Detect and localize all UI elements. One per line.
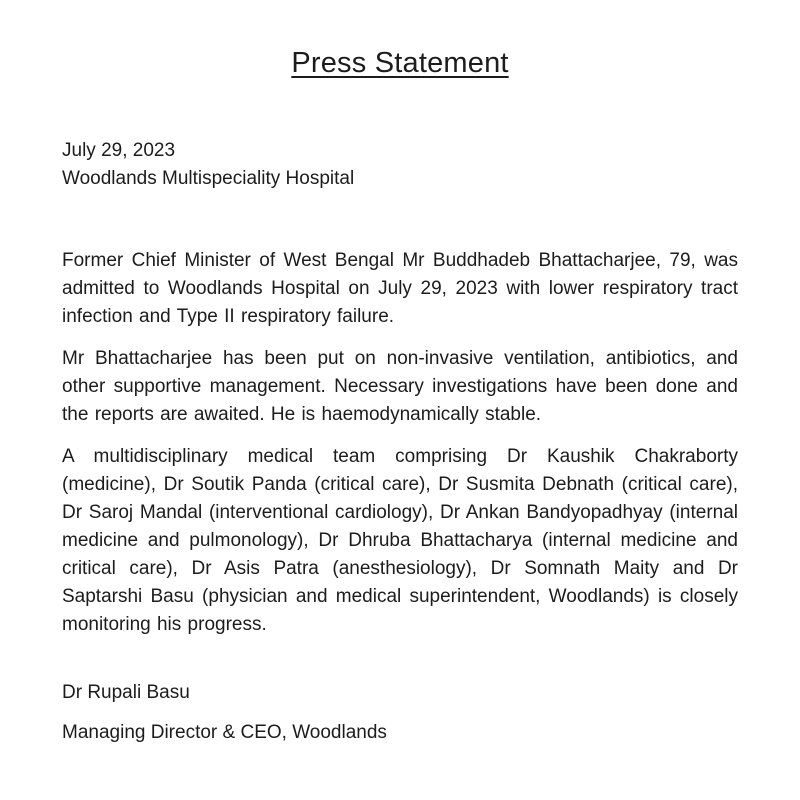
signatory-name: Dr Rupali Basu	[62, 682, 190, 703]
date-text: July 29, 2023	[62, 140, 176, 161]
paragraph-treatment: Mr Bhattacharjee has been put on non-invasive ventilation, antibiotics, and other supportive management. Necessary investigations have been done and the reports are awaited. He is haemodynamically stable.	[62, 348, 738, 425]
signature-block	[62, 679, 738, 747]
signatory-role: Managing Director & CEO, Woodlands	[62, 722, 387, 743]
paragraph-admission: Former Chief Minister of West Bengal Mr Buddhadeb Bhattacharjee, 79, was admitted to Woodlands Hospital on July 29, 2023 with lower respiratory tract infection and Type II respiratory failure.	[62, 250, 738, 327]
dateline-block	[62, 137, 738, 193]
organization-text: Woodlands Multispeciality Hospital	[62, 168, 355, 189]
document-title: Press Statement	[291, 47, 509, 79]
paragraph-medical-team: A multidisciplinary medical team comprising Dr Kaushik Chakraborty (medicine), Dr Soutik Panda (critical care), Dr Susmita Debnath (critical care), Dr Saroj Mandal (interventional cardiology), Dr Ankan Bandyopadhyay (internal medicine and pulmonology), Dr Dhruba Bhattacharya (internal medicine and critical care), Dr Asis Patra (anesthesiology), Dr Somnath Maity and Dr Saptarshi Basu (physician and medical superintendent, Woodlands) is closely monitoring his progress.	[62, 446, 738, 635]
